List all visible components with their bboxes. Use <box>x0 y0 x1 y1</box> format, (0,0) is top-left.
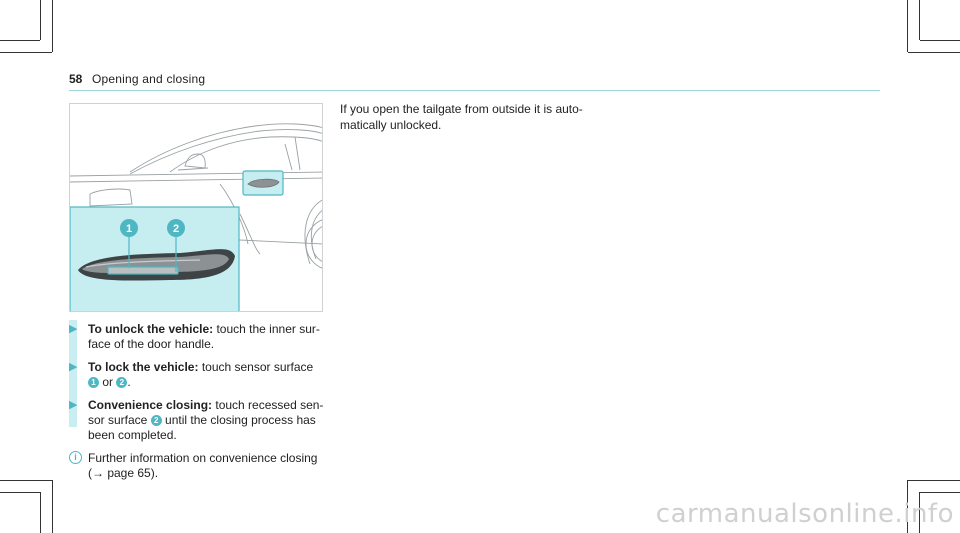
crop-mark <box>908 52 960 53</box>
car-side-drawing <box>70 104 323 312</box>
list-item: ▶ To lock the vehicle: touch sensor surface 1 or 2 . <box>69 360 314 389</box>
crop-mark <box>0 40 40 41</box>
crop-mark <box>920 40 960 41</box>
door-handle-illustration <box>69 103 323 312</box>
crop-mark <box>0 492 40 493</box>
crop-mark <box>919 0 920 40</box>
info-icon: i <box>69 451 82 464</box>
crop-mark <box>920 492 960 493</box>
callout-badge-2: 2 <box>151 415 162 426</box>
header-rule <box>69 90 880 91</box>
callout-1: 1 <box>125 223 133 235</box>
instruction-list <box>69 322 331 481</box>
instruction-label: To lock the vehicle: <box>88 360 199 374</box>
crop-mark <box>40 0 41 40</box>
crop-mark <box>52 480 53 533</box>
callout-2: 2 <box>172 223 180 235</box>
crop-mark <box>40 492 41 533</box>
crop-mark <box>52 0 53 52</box>
crop-mark <box>907 0 908 52</box>
section-title: Opening and closing <box>92 72 206 86</box>
page-reference[interactable]: (→ page 65). <box>88 466 159 480</box>
crop-mark <box>0 52 52 53</box>
callout-badge-2: 2 <box>116 377 127 388</box>
list-item: ▶ Convenience closing: touch recessed sen- sor surface 2 until the closing process has been completed. <box>69 398 324 442</box>
page-number: 58 <box>69 72 83 86</box>
triangle-arrow-icon: ▶ <box>69 361 78 373</box>
crop-mark <box>0 480 52 481</box>
triangle-arrow-icon: ▶ <box>69 399 78 411</box>
triangle-arrow-icon: ▶ <box>69 323 78 335</box>
crop-mark <box>908 480 960 481</box>
watermark: carmanualsonline.info <box>655 499 954 529</box>
instruction-label: Convenience closing: <box>88 398 213 412</box>
tailgate-paragraph: If you open the tailgate from outside it is auto- matically unlocked. <box>340 102 583 132</box>
list-item: ▶ To unlock the vehicle: touch the inner sur- face of the door handle. <box>69 322 320 351</box>
instruction-label: To unlock the vehicle: <box>88 322 214 336</box>
info-note: i Further information on convenience closing (→ page 65). <box>69 451 331 481</box>
callout-badge-1: 1 <box>88 377 99 388</box>
